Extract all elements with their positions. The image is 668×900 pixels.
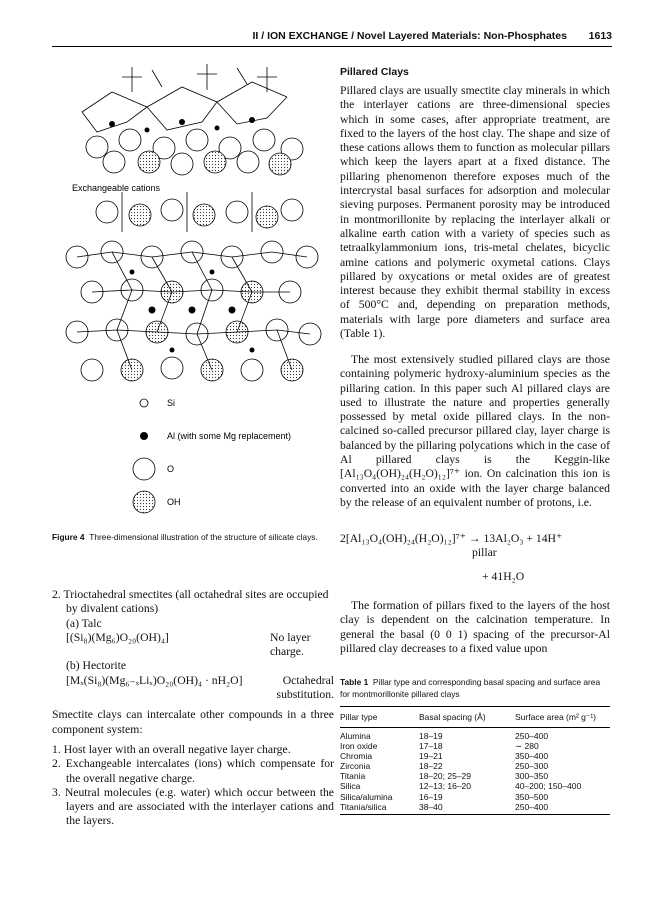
hectorite-formula: [Mₓ(Si₈)(Mg₆₋ₓLiₓ)O₂₀(OH)₄ · nH₂O] — [66, 673, 243, 687]
basal-spacing-cell: 17–18 — [419, 741, 443, 752]
table-row — [340, 761, 610, 771]
equation-line-1: 2[Al₁₃O₄(OH)₂₄(H₂O)₁₂]⁷⁺ → 13Al₂O₃ + 14H⁺ — [340, 532, 563, 545]
clay-structure-figure — [52, 52, 332, 522]
surface-area-cell: ∼ 280 — [515, 741, 539, 752]
surface-area-cell: 40–200; 150–400 — [515, 781, 582, 792]
basal-spacing-cell: 18–20; 25–29 — [419, 771, 471, 782]
page-number: 1613 — [588, 30, 612, 42]
paragraph-2 — [340, 353, 610, 510]
paragraph-3 — [340, 599, 610, 656]
list-item-2: 2. Exchangeable intercalates (ions) which compensate for the overall negative charge. — [52, 757, 334, 785]
pillar-table — [340, 706, 610, 815]
header-surface-area: Surface area (m² g⁻¹) — [515, 712, 597, 722]
header-basal-spacing: Basal spacing (Å) — [419, 712, 486, 722]
basal-spacing-cell: 38–40 — [419, 801, 443, 812]
list-item-1: 1. Host layer with an overall negative layer charge. — [52, 742, 291, 756]
oh-symbol — [133, 491, 155, 513]
table-row — [340, 792, 610, 802]
paragraph-1 — [340, 84, 610, 341]
legend-o: O — [167, 464, 175, 474]
table-row — [340, 731, 610, 741]
hectorite-note: Octahedral substitution. — [276, 673, 334, 702]
pillar-type-cell: Iron oxide — [340, 741, 378, 752]
table-row — [340, 771, 610, 781]
talc-formula: [(Si₈)(Mg₆)O₂₀(OH)₄] — [66, 630, 169, 644]
si-symbol — [140, 399, 148, 407]
surface-area-cell: 250–300 — [515, 761, 549, 772]
basal-spacing-cell: 19–21 — [419, 751, 443, 762]
exchangeable-cations-label: Exchangeable cations — [72, 183, 161, 193]
intercalate-intro: Smectite clays can intercalate other compounds in a three component system: — [52, 708, 334, 736]
o-symbol — [133, 458, 155, 480]
section-title: Pillared Clays — [340, 66, 409, 78]
pillar-type-cell: Titania — [340, 771, 366, 782]
surface-area-cell: 250–400 — [515, 731, 549, 741]
table-caption-label: Table 1 — [340, 677, 369, 687]
surface-area-cell: 350–500 — [515, 791, 549, 802]
figure-legend — [133, 398, 291, 513]
hectorite-label: (b) Hectorite — [66, 659, 127, 673]
equation-line-3: + 41H₂O — [482, 570, 525, 583]
paragraph-3-text: The formation of pillars fixed to the layers of the host clay is dependent on the calcination temperature. In general the basal (0 0 1) spacing of the precursor-Al pillared clay decreases to a fixed value upon — [340, 599, 610, 655]
table-row — [340, 802, 610, 812]
table-row — [340, 741, 610, 751]
header-title: II / ION EXCHANGE / Novel Layered Materials: Non-Phosphates — [252, 30, 567, 42]
left-column-text — [52, 588, 334, 829]
basal-spacing-cell: 16–19 — [419, 791, 443, 802]
pillar-type-cell: Alumina — [340, 731, 371, 741]
table-row — [340, 751, 610, 761]
legend-oh: OH — [167, 497, 181, 507]
pillar-type-cell: Silica — [340, 781, 361, 792]
talc-label: (a) Talc — [66, 616, 102, 630]
al-symbol — [140, 432, 148, 440]
talc-note: No layer charge. — [270, 630, 311, 659]
pillar-type-cell: Chromia — [340, 751, 373, 762]
figure-caption-label: Figure 4 — [52, 532, 85, 542]
pillar-type-cell: Titania/silica — [340, 801, 387, 812]
paragraph-2-text: The most extensively studied pillared clays are those containing polymeric hydroxy-aluminium species as the pillaring cation. In this paper such Al pillared clays are used to illustrate the nature and properties generally possessed by metal oxide pillared clays. In the non-calcined so-called precursor pillared clay, layer charge is balanced by the pillaring polycations which in the case of Al pillared clays is the Keggin-like [Al₁₃O₄(OH)₂₄(H₂O)₁₂]⁷⁺ ion. On calcination this ion is converted into an oxide with the layer charge balanced by the release of an equivalent number of protons, i.e. — [340, 353, 610, 509]
table-body — [340, 728, 610, 814]
table-header-row — [340, 707, 610, 727]
basal-spacing-cell: 18–22 — [419, 761, 443, 772]
legend-si: Si — [167, 398, 176, 408]
basal-spacing-cell: 18–19 — [419, 731, 443, 741]
table-caption-text: Pillar type and corresponding basal spacing and surface area for montmorillonite pillared clays — [340, 677, 601, 699]
pillar-type-cell: Silica/alumina — [340, 791, 393, 802]
surface-area-cell: 300–350 — [515, 771, 549, 782]
surface-area-cell: 250–400 — [515, 801, 549, 812]
equation-line-2: pillar — [472, 546, 497, 559]
figure-caption-text: Three-dimensional illustration of the structure of silicate clays. — [89, 532, 318, 542]
running-header — [52, 30, 612, 44]
paragraph-1-text: Pillared clays are usually smectite clay minerals in which the interlayer cations are three-dimensional species which in some cases, after appropriate treatment, are fixed to the layers of the host clay. The shape and size of these cations allows them to function as molecular pillars which keep the layers apart at a fixed distance. The pillaring phenomenon therefore exposes much of the intercrystal basal surfaces for adsorption and molecular sieving purposes. Permanent porosity may be introduced in montmorillonite by replacing the interlayer alkali or alkaline earth cation with a variety of species such as tetraalkylammonium ions, tris-metal chelates, bicyclic amine cations and polymeric oxymetal cations. Clays pillared by oxycations or metal oxides are of greatest interest because they exhibit thermal stability in excess of 500°C and, depending on preparation methods, materials with large pore diameters and surface area (Table 1). — [340, 84, 610, 341]
table-caption — [340, 677, 610, 700]
table-row — [340, 781, 610, 791]
pillar-type-cell: Zirconia — [340, 761, 371, 772]
basal-spacing-cell: 12–13; 16–20 — [419, 781, 471, 792]
figure-caption — [52, 532, 332, 544]
legend-al: Al (with some Mg replacement) — [167, 431, 292, 441]
surface-area-cell: 350–400 — [515, 751, 549, 762]
list-item-3: 3. Neutral molecules (e.g. water) which occur between the layers and are associated with the interlayer cations and the layers. — [52, 785, 334, 828]
header-rule — [52, 46, 612, 47]
header-pillar-type: Pillar type — [340, 712, 378, 722]
item-2: 2. Trioctahedral smectites (all octahedral sites are occupied by divalent cations) — [52, 588, 329, 616]
